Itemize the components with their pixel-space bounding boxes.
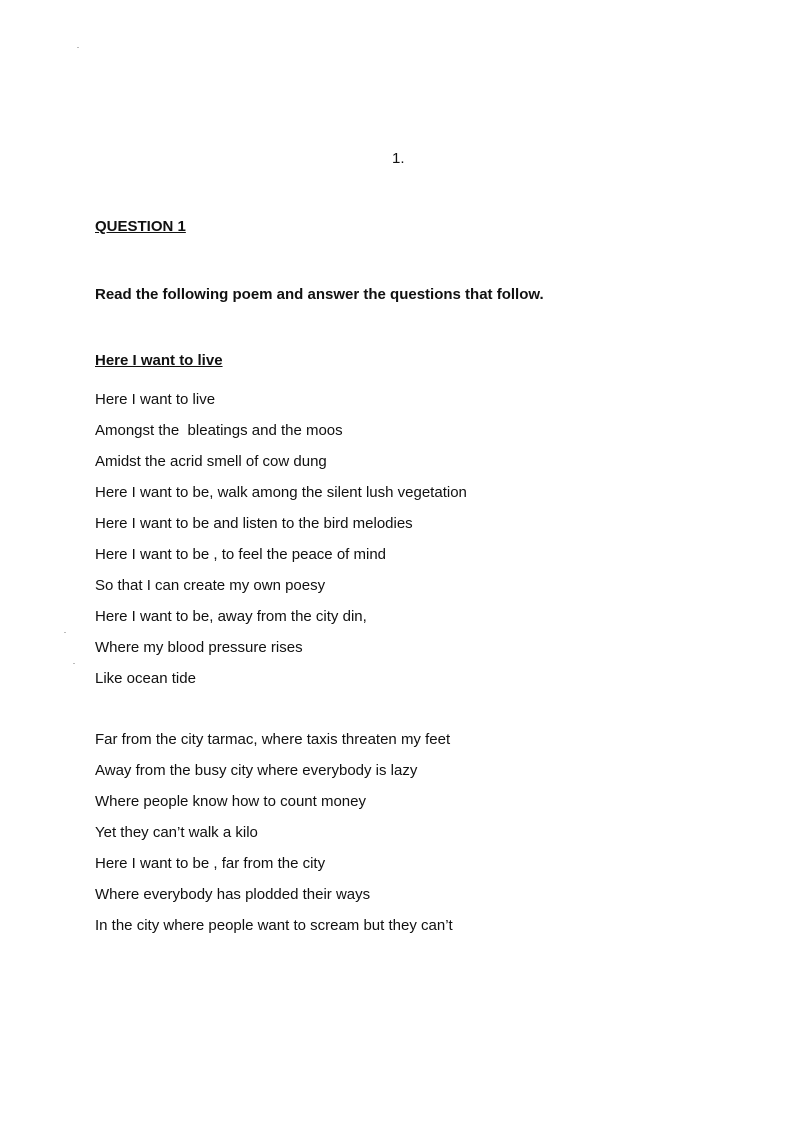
poem-line: Amidst the acrid smell of cow dung: [95, 453, 327, 470]
poem-line: Here I want to be , far from the city: [95, 855, 326, 872]
poem-line: Yet they can’t walk a kilo: [95, 824, 258, 841]
poem-line: Here I want to be, walk among the silent lush vegetation: [95, 484, 467, 501]
question-instruction: Read the following poem and answer the questions that follow.: [95, 286, 544, 303]
poem-line: Here I want to be , to feel the peace of mind: [95, 546, 387, 563]
poem-line: Here I want to be and listen to the bird melodies: [95, 515, 413, 532]
scan-speck: [64, 632, 66, 633]
scan-speck: [77, 47, 79, 48]
poem-line: Like ocean tide: [95, 670, 196, 687]
poem-stanza-1: [95, 384, 467, 694]
poem-line: Far from the city tarmac, where taxis threaten my feet: [95, 731, 451, 748]
poem-line: Where people know how to count money: [95, 793, 366, 810]
poem-line: In the city where people want to scream but they can’t: [95, 917, 453, 934]
page-number: 1.: [392, 150, 405, 167]
poem-line: So that I can create my own poesy: [95, 577, 326, 594]
poem-line: Where my blood pressure rises: [95, 639, 303, 656]
poem-line: Away from the busy city where everybody is lazy: [95, 762, 418, 779]
scan-speck: [73, 663, 75, 664]
poem-line: Here I want to be, away from the city din,: [95, 608, 367, 625]
poem-stanza-2: [95, 724, 453, 941]
poem-title: Here I want to live: [95, 352, 223, 369]
question-heading: QUESTION 1: [95, 218, 186, 235]
poem-line: Where everybody has plodded their ways: [95, 886, 371, 903]
poem-line: Amongst the bleatings and the moos: [95, 422, 343, 439]
poem-line: Here I want to live: [95, 391, 216, 408]
